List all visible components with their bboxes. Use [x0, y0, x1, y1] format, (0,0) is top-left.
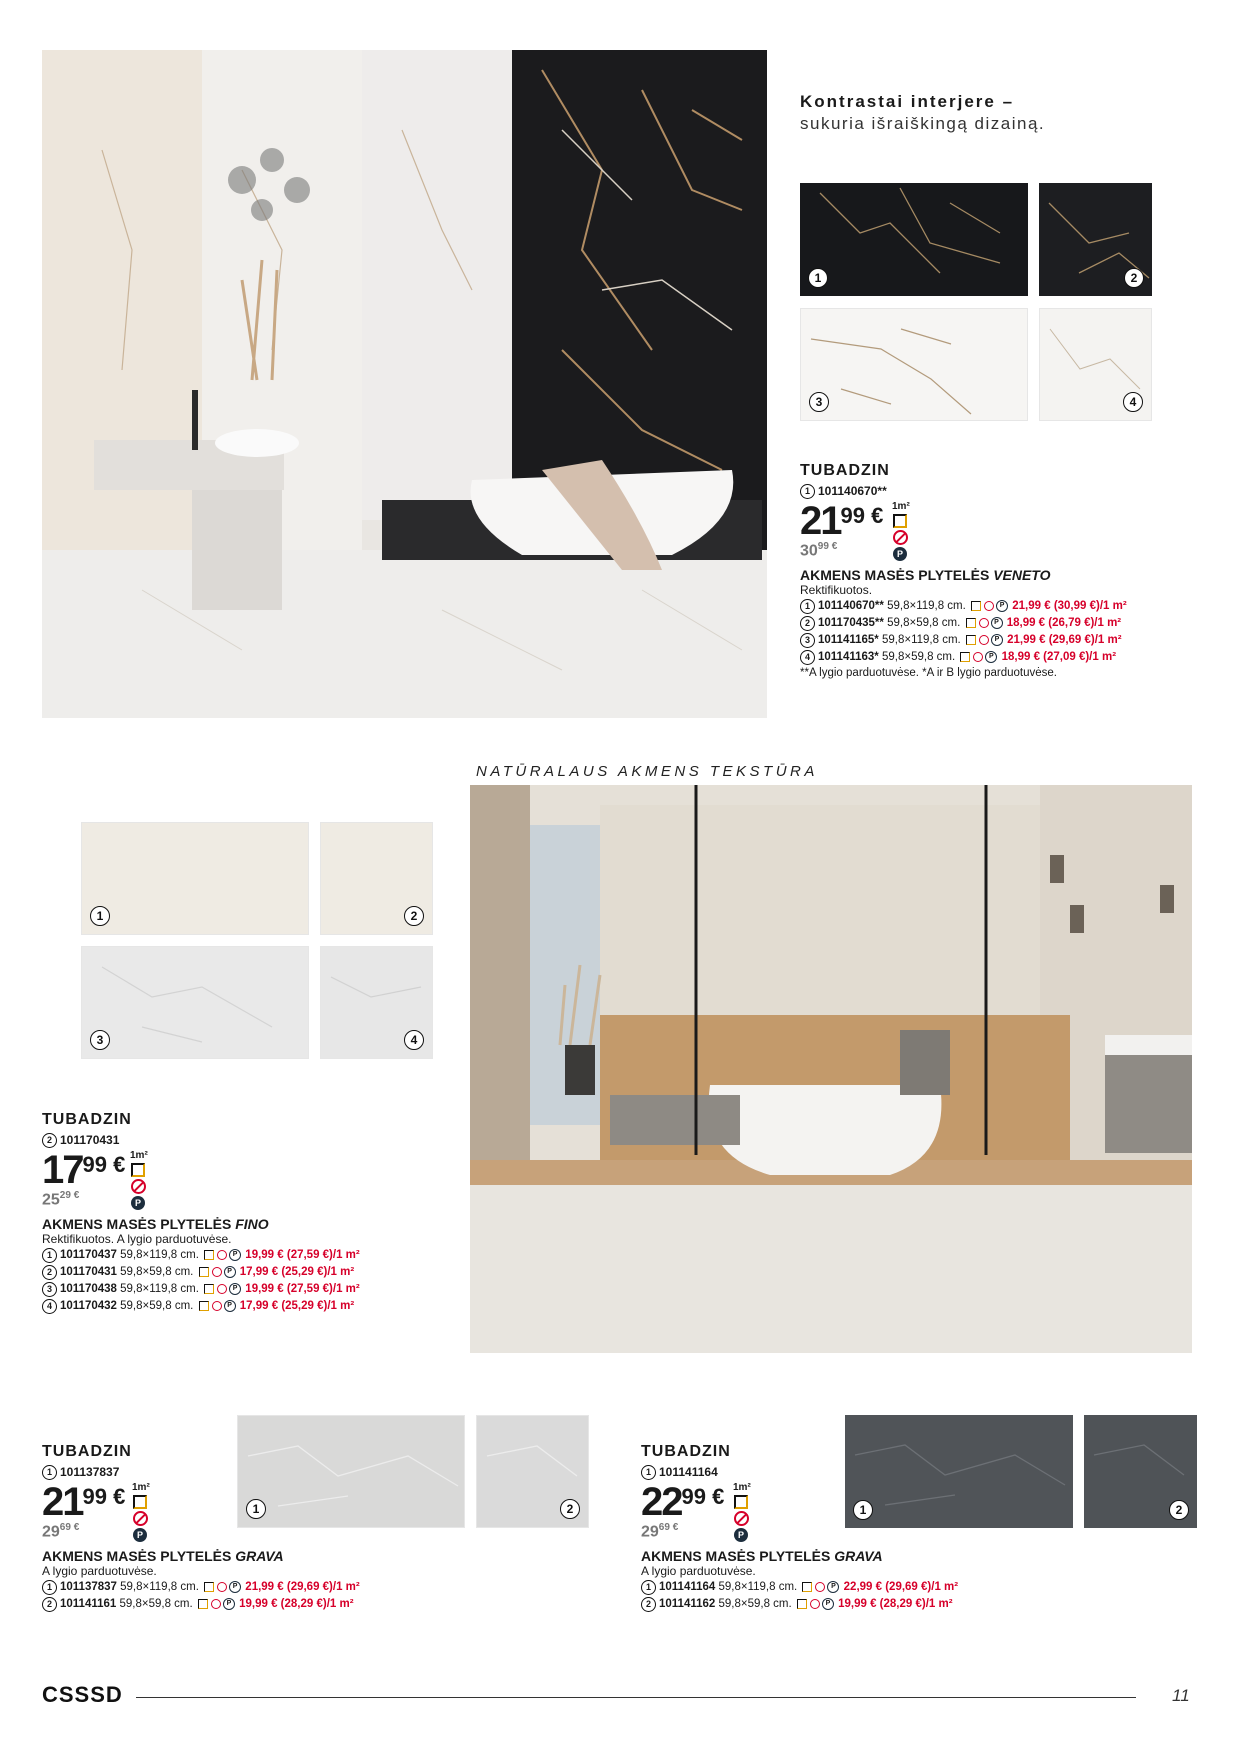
- no-frost-icon: [212, 1267, 222, 1277]
- title-italic: FINO: [235, 1216, 269, 1233]
- variant-price: 17,99 € (25,29 €)/1 m²: [239, 1300, 355, 1313]
- no-frost-icon: [734, 1511, 749, 1526]
- tile-fino-4: [320, 946, 433, 1059]
- tile-number: 3: [90, 1030, 110, 1050]
- variant-line: [800, 632, 1200, 649]
- rectified-icon: [199, 1301, 209, 1311]
- tile-fino-1: [81, 822, 309, 935]
- old-price: [641, 1522, 678, 1541]
- variant-line: [641, 1579, 959, 1596]
- no-frost-icon: [133, 1511, 148, 1526]
- tile-number: 1: [246, 1499, 266, 1519]
- p-icon: P: [229, 1581, 241, 1593]
- variant-code: 101170432: [60, 1300, 117, 1313]
- variant-line: [42, 1596, 354, 1613]
- p-icon: P: [224, 1300, 236, 1312]
- price-cents: 99 €: [82, 1484, 126, 1510]
- tile-number: 1: [90, 906, 110, 926]
- variant-number: 1: [641, 1580, 656, 1595]
- product-title: [641, 1548, 941, 1564]
- section-label: NATŪRALAUS AKMENS TEKSTŪRA: [476, 763, 818, 780]
- price: [641, 1480, 725, 1525]
- code-text: 101137837: [60, 1465, 120, 1479]
- no-frost-icon: [810, 1599, 820, 1609]
- code-text: 101141164: [659, 1465, 718, 1479]
- product-code: [42, 1133, 442, 1148]
- variant-price: 18,99 € (26,79 €)/1 m²: [1006, 617, 1122, 630]
- rectified-icon: [199, 1267, 209, 1277]
- tile-fino-2: [320, 822, 433, 935]
- variant-line: [42, 1579, 360, 1596]
- p-icon: P: [827, 1581, 839, 1593]
- variant-price: 21,99 € (30,99 €)/1 m²: [1012, 600, 1127, 613]
- tile-fino-3: [81, 946, 309, 1059]
- rectified-icon: [893, 514, 907, 528]
- old-int: 29: [641, 1523, 659, 1541]
- variant-number: 1: [800, 599, 815, 614]
- rectified-icon: [204, 1284, 214, 1294]
- tile-number: 4: [1123, 392, 1143, 412]
- tile-number: 1: [853, 1500, 873, 1520]
- variant-list: [800, 598, 1200, 666]
- tile-grava2-2: [1084, 1415, 1197, 1528]
- rectified-icon: [204, 1582, 214, 1592]
- variant-code: 101141163*: [818, 651, 879, 664]
- old-cents: 99 €: [817, 541, 838, 553]
- rectified-icon: [131, 1163, 145, 1177]
- variant-number: 2: [42, 1597, 57, 1612]
- rectified-icon: [133, 1495, 147, 1509]
- variant-number: 1: [42, 1580, 57, 1595]
- product-icons: [130, 1150, 146, 1212]
- p-icon: P: [985, 651, 997, 663]
- no-frost-icon: [973, 652, 983, 662]
- no-frost-icon: [212, 1301, 222, 1311]
- variant-size: 59,8×59,8 cm.: [120, 1300, 194, 1313]
- variant-line: [800, 649, 1200, 666]
- code-text: 101170431: [60, 1133, 120, 1147]
- no-frost-icon: [893, 530, 908, 545]
- variant-code: 101170431: [60, 1266, 117, 1279]
- product-fino: [42, 1111, 442, 1315]
- product-desc: A lygio parduotuvėse.: [42, 1564, 157, 1579]
- product-title: [800, 567, 1200, 583]
- variant-price: 19,99 € (27,59 €)/1 m²: [245, 1249, 360, 1262]
- variant-number: 3: [800, 633, 815, 648]
- old-price: [42, 1190, 79, 1209]
- price: [42, 1148, 126, 1193]
- unit-label: 1m²: [733, 1482, 751, 1494]
- variant-number: 2: [641, 1597, 656, 1612]
- no-frost-icon: [815, 1582, 825, 1592]
- old-int: 30: [800, 542, 818, 560]
- p-icon: P: [996, 600, 1008, 612]
- variant-price: 21,99 € (29,69 €)/1 m²: [1007, 634, 1122, 647]
- variant-price: 22,99 € (29,69 €)/1 m²: [843, 1581, 959, 1594]
- brand-logo: TUBADZIN: [42, 1443, 132, 1460]
- variant-line: [800, 615, 1200, 632]
- bathroom-photo-fino: [470, 785, 1192, 1353]
- variant-line: [42, 1247, 442, 1264]
- variant-size: 59,8×119,8 cm.: [120, 1249, 199, 1262]
- variant-line: [42, 1264, 442, 1281]
- variant-code: 101141164: [659, 1581, 716, 1594]
- headline-line2: sukuria išraiškingą dizainą.: [800, 114, 1046, 133]
- product-desc: Rektifikuotos.: [800, 583, 873, 598]
- variant-number: 2: [800, 616, 815, 631]
- variant-code: 101141162: [659, 1598, 716, 1611]
- variant-price: 19,99 € (27,59 €)/1 m²: [245, 1283, 360, 1296]
- variant-price: 17,99 € (25,29 €)/1 m²: [239, 1266, 355, 1279]
- no-frost-icon: [217, 1284, 227, 1294]
- tile-grava1-2: [476, 1415, 589, 1528]
- code-number: 1: [641, 1465, 656, 1480]
- variant-line: [42, 1298, 442, 1315]
- tile-veneto-1: [800, 183, 1028, 296]
- tile-number: 2: [560, 1499, 580, 1519]
- price-int: 21: [42, 1480, 83, 1525]
- tile-grava2-1: [845, 1415, 1073, 1528]
- product-code: [800, 484, 1200, 499]
- headline-line1: Kontrastai interjere –: [800, 92, 1015, 111]
- rectified-icon: [802, 1582, 812, 1592]
- product-desc: Rektifikuotos. A lygio parduotuvėse.: [42, 1232, 232, 1247]
- p-icon: P: [133, 1528, 147, 1542]
- price-cents: 99 €: [840, 503, 884, 529]
- variant-size: 59,8×59,8 cm.: [881, 651, 956, 664]
- variant-code: 101170438: [60, 1283, 117, 1296]
- variant-code: 101141161: [60, 1598, 117, 1611]
- tile-number: 1: [808, 268, 828, 288]
- product-title: [42, 1216, 442, 1232]
- no-frost-icon: [984, 601, 994, 611]
- footnote: **A lygio parduotuvėse. *A ir B lygio parduotuvėse.: [800, 667, 1057, 680]
- brand-logo: TUBADZIN: [800, 462, 890, 479]
- no-frost-icon: [979, 635, 989, 645]
- brand-logo: TUBADZIN: [42, 1111, 132, 1128]
- old-cents: 69 €: [658, 1522, 679, 1534]
- p-icon: P: [734, 1528, 748, 1542]
- p-icon: P: [229, 1249, 241, 1261]
- brand-logo: TUBADZIN: [641, 1443, 731, 1460]
- old-cents: 69 €: [59, 1522, 80, 1534]
- price-int: 21: [800, 499, 841, 544]
- p-icon: P: [223, 1598, 235, 1610]
- no-frost-icon: [217, 1582, 227, 1592]
- tile-number: 2: [1169, 1500, 1189, 1520]
- variant-size: 59,8×59,8 cm.: [718, 1598, 792, 1611]
- title-italic: GRAVA: [834, 1548, 883, 1565]
- old-price: [42, 1522, 79, 1541]
- variant-code: 101137837: [60, 1581, 117, 1594]
- p-icon: P: [822, 1598, 834, 1610]
- product-veneto: [800, 462, 1200, 681]
- variant-code: 101141165*: [818, 634, 879, 647]
- product-title: [42, 1548, 342, 1564]
- variant-line: [42, 1281, 442, 1298]
- code-number: 1: [800, 484, 815, 499]
- variant-number: 1: [42, 1248, 57, 1263]
- price-cents: 99 €: [681, 1484, 725, 1510]
- variant-line: [641, 1596, 953, 1613]
- unit-label: 1m²: [132, 1482, 150, 1494]
- variant-list: [641, 1579, 959, 1613]
- title-main: AKMENS MASĖS PLYTELĖS: [42, 1216, 236, 1233]
- variant-size: 59,8×59,8 cm.: [119, 1598, 193, 1611]
- tile-number: 2: [1124, 268, 1144, 288]
- price-int: 22: [641, 1480, 682, 1525]
- variant-size: 59,8×59,8 cm.: [120, 1266, 194, 1279]
- variant-number: 3: [42, 1282, 57, 1297]
- rectified-icon: [966, 618, 976, 628]
- page-number: 11: [1172, 1686, 1190, 1705]
- p-icon: P: [893, 547, 907, 561]
- product-icons: [892, 501, 908, 563]
- bathroom-photo-veneto: [42, 50, 767, 718]
- price: [800, 499, 884, 544]
- variant-list: [42, 1579, 360, 1613]
- variant-size: 59,8×119,8 cm.: [718, 1581, 798, 1594]
- variant-number: 2: [42, 1265, 57, 1280]
- code-number: 2: [42, 1133, 57, 1148]
- variant-number: 4: [42, 1299, 57, 1314]
- footer-divider: [136, 1697, 1136, 1698]
- variant-price: 21,99 € (29,69 €)/1 m²: [245, 1581, 360, 1594]
- variant-price: 19,99 € (28,29 €)/1 m²: [838, 1598, 953, 1611]
- tile-number: 4: [404, 1030, 424, 1050]
- variant-size: 59,8×119,8 cm.: [887, 600, 966, 613]
- variant-price: 18,99 € (27,09 €)/1 m²: [1001, 651, 1117, 664]
- tile-veneto-2: [1039, 183, 1152, 296]
- code-number: 1: [42, 1465, 57, 1480]
- price-int: 17: [42, 1148, 83, 1193]
- variant-size: 59,8×119,8 cm.: [120, 1283, 199, 1296]
- unit-label: 1m²: [130, 1150, 148, 1162]
- rectified-icon: [960, 652, 970, 662]
- no-frost-icon: [979, 618, 989, 628]
- code-text: 101140670**: [818, 484, 887, 498]
- product-icons: [132, 1482, 148, 1544]
- headline: [800, 92, 1200, 134]
- no-frost-icon: [131, 1179, 146, 1194]
- variant-size: 59,8×119,8 cm.: [881, 634, 961, 647]
- old-price: [800, 541, 837, 560]
- rectified-icon: [734, 1495, 748, 1509]
- variant-code: 101170435**: [818, 617, 884, 630]
- price-cents: 99 €: [82, 1152, 126, 1178]
- p-icon: P: [229, 1283, 241, 1295]
- variant-size: 59,8×59,8 cm.: [887, 617, 961, 630]
- tile-veneto-4: [1039, 308, 1152, 421]
- variant-price: 19,99 € (28,29 €)/1 m²: [239, 1598, 354, 1611]
- no-frost-icon: [211, 1599, 221, 1609]
- rectified-icon: [971, 601, 981, 611]
- title-italic: VENETO: [993, 567, 1051, 584]
- footer-logo: CSSSD: [42, 1682, 123, 1707]
- no-frost-icon: [217, 1250, 227, 1260]
- variant-line: [800, 598, 1200, 615]
- unit-label: 1m²: [892, 501, 910, 513]
- tile-grava1-1: [237, 1415, 465, 1528]
- rectified-icon: [966, 635, 976, 645]
- old-cents: 29 €: [59, 1190, 80, 1202]
- rectified-icon: [198, 1599, 208, 1609]
- variant-number: 4: [800, 650, 815, 665]
- old-int: 25: [42, 1191, 60, 1209]
- p-icon: P: [991, 634, 1003, 646]
- title-main: AKMENS MASĖS PLYTELĖS: [641, 1548, 835, 1565]
- rectified-icon: [204, 1250, 214, 1260]
- variant-size: 59,8×119,8 cm.: [120, 1581, 199, 1594]
- tile-veneto-3: [800, 308, 1028, 421]
- tile-number: 2: [404, 906, 424, 926]
- price: [42, 1480, 126, 1525]
- title-main: AKMENS MASĖS PLYTELĖS: [42, 1548, 236, 1565]
- old-int: 29: [42, 1523, 60, 1541]
- title-main: AKMENS MASĖS PLYTELĖS: [800, 567, 994, 584]
- p-icon: P: [224, 1266, 236, 1278]
- title-italic: GRAVA: [235, 1548, 284, 1565]
- product-icons: [733, 1482, 749, 1544]
- variant-code: 101140670**: [818, 600, 884, 613]
- tile-number: 3: [809, 392, 829, 412]
- variant-list: [42, 1247, 442, 1315]
- product-desc: A lygio parduotuvėse.: [641, 1564, 756, 1579]
- variant-code: 101170437: [60, 1249, 117, 1262]
- p-icon: P: [131, 1196, 145, 1210]
- rectified-icon: [797, 1599, 807, 1609]
- p-icon: P: [991, 617, 1003, 629]
